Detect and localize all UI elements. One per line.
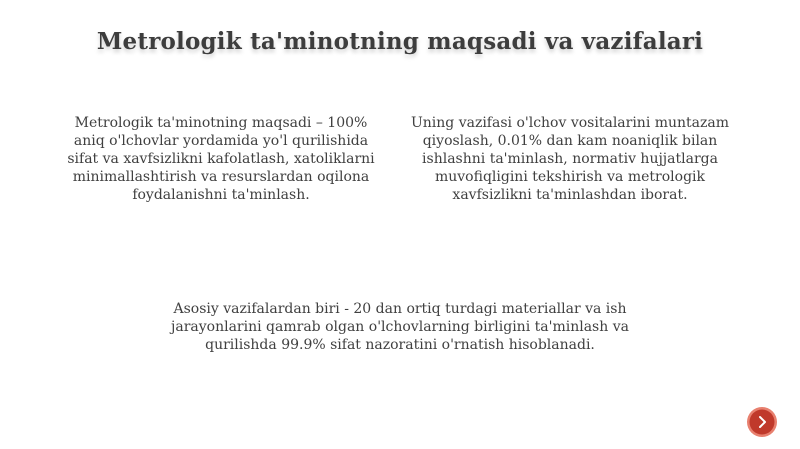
tasks-paragraph: Uning vazifasi o'lchov vositalarini muntazam qiyoslash, 0.01% dan kam noaniqlik bilan ishlashni ta'minlash, normativ hujjatlarga muvofiqligini tekshirish va metrologik xavfsizlikni ta'minlashdan iborat.: [410, 115, 730, 203]
main-task-paragraph: Asosiy vazifalardan biri - 20 dan ortiq turdagi materiallar va ish jarayonlarini qamrab olgan o'lchovlarning birligini ta'minlash va qurilishda 99.9% sifat nazoratini o'rnatish hisoblanadi.: [171, 301, 629, 353]
next-slide-button[interactable]: [746, 406, 778, 438]
chevron-right-icon: [746, 406, 778, 438]
slide-title: Metrologik ta'minotning maqsadi va vazifalari: [96, 28, 704, 55]
goal-paragraph: Metrologik ta'minotning maqsadi – 100% aniq o'lchovlar yordamida yo'l qurilishida sifat va xavfsizlikni kafolatlash, xatoliklarni minimallashtirish va resurslardan oqilona foydalanishni ta'minlash.: [67, 115, 375, 203]
